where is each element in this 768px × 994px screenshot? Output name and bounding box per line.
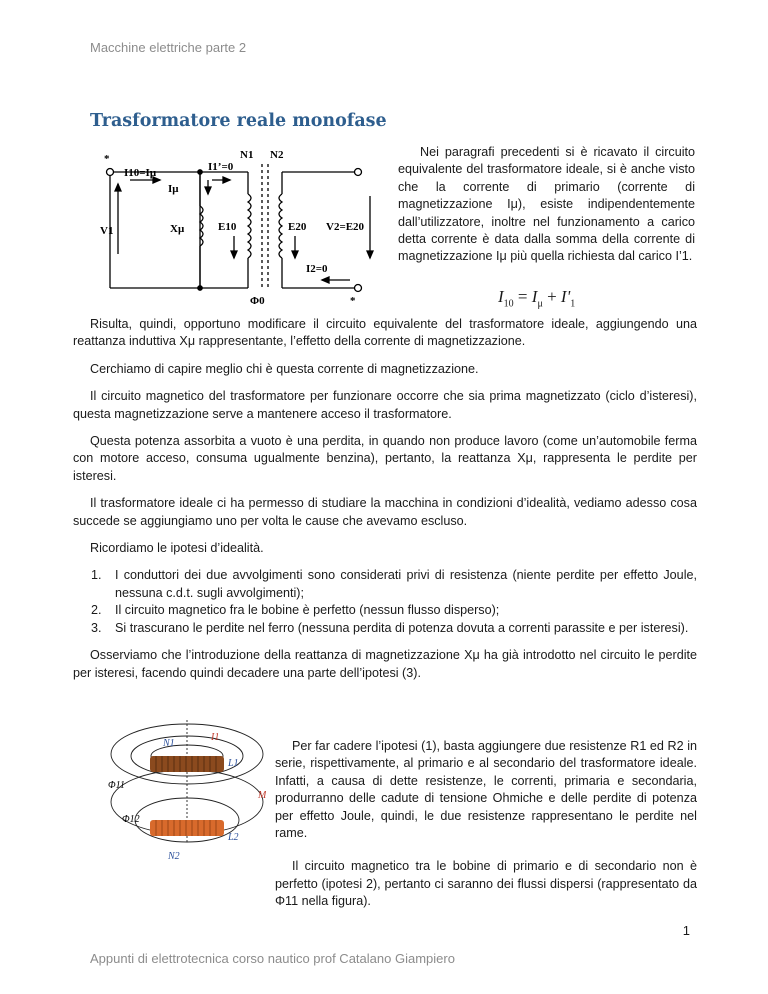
paragraph-6: Ricordiamo le ipotesi d’idealità. xyxy=(90,541,264,556)
paragraph-1: Risulta, quindi, opportuno modificare il circuito equivalente del trasformatore ideale, aggiungendo una reattanza induttiva Xμ rappresentante, l’effetto della corrente di magnetizzazione. xyxy=(73,317,697,349)
label-imu: Iμ xyxy=(168,183,179,195)
label-l1: L1 xyxy=(228,758,239,769)
paragraph-4: Questa potenza assorbita a vuoto è una perdita, in quando non produce lavoro (come un’automobile ferma con motore acceso, consuma ugualmente benzina), pertanto, la reattanza Xμ, rappresenta le perdite per isteresi. xyxy=(73,434,697,483)
paragraph-resistances: Per far cadere l’ipotesi (1), basta aggiungere due resistenze R1 ed R2 in serie, rispettivamente, al primario e al secondario del trasformatore ideale. Infatti, a causa di dette resistenze, le correnti, primaria e secondaria, produrranno delle cadute di tensione Ohmiche e delle perdite di potenza per effetto Joule, quindi, le due resistenze rappresentano le perdite nel rame. xyxy=(275,739,697,841)
list-item: 3. Si trascurano le perdite nel ferro (nessuna perdita di potenza dovuta a correnti parassite e per isteresi). xyxy=(91,620,689,635)
label-xmu: Xμ xyxy=(170,223,185,235)
label-n1: N1 xyxy=(240,149,254,161)
label-phi0: Φ0 xyxy=(250,295,265,306)
label-m: M xyxy=(258,790,266,801)
coupled-coils-diagram xyxy=(108,716,266,866)
secondary-coil xyxy=(150,820,224,836)
body-text xyxy=(73,316,697,692)
label-phi11: Φ11 xyxy=(108,780,125,791)
label-i2: I2=0 xyxy=(306,263,328,275)
primary-coil xyxy=(150,756,224,772)
label-l2: L2 xyxy=(228,832,239,843)
label-v2: V2=E20 xyxy=(326,221,365,233)
hypotheses-list xyxy=(73,567,697,637)
right-text-block xyxy=(275,738,697,927)
label-n1: N1 xyxy=(163,738,175,749)
label-n2: N2 xyxy=(270,149,284,161)
transformer-circuit-diagram xyxy=(100,146,392,306)
paragraph-5: Il trasformatore ideale ci ha permesso di studiare la macchina in condizioni d’idealità, vediamo adesso cosa succede se aggiungiamo uno per volta le cause che avevamo escluso. xyxy=(73,496,697,528)
paragraph-dispersed-flux: Il circuito magnetico tra le bobine di primario e di secondario non è perfetto (ipotesi 2), pertanto ci saranno dei flussi dispersi (rappresentato da Φ11 nella figura). xyxy=(275,859,697,909)
list-item: 2. Il circuito magnetico fra le bobine è perfetto (nessun flusso disperso); xyxy=(91,603,500,618)
label-phi12: Φ12 xyxy=(122,814,140,825)
paragraph-7: Osserviamo che l’introduzione della reattanza di magnetizzazione Xμ ha già introdotto nel circuito le perdite per isteresi, facendo quindi decadere una parte dell’ipotesi (3). xyxy=(73,648,697,680)
list-item: 1. I conduttori dei due avvolgimenti sono considerati privi di resistenza (niente perdite per effetto Joule, nessuna c.d.t. sugli avvolgimenti); xyxy=(91,568,697,600)
label-i10: I10=Iμ xyxy=(124,167,157,179)
paragraph-2: Cerchiamo di capire meglio chi è questa corrente di magnetizzazione. xyxy=(90,361,479,376)
label-n2: N2 xyxy=(168,851,180,862)
paragraph-3: Il circuito magnetico del trasformatore per funzionare occorre che sia prima magnetizzato (ciclo d’isteresi), questa magnetizzazione serve a mantenere acceso il trasformatore. xyxy=(73,389,697,421)
label-e20: E20 xyxy=(288,221,307,233)
label-v1: V1 xyxy=(100,225,114,237)
terminal-star-bottom: * xyxy=(350,295,356,306)
intro-paragraph: Nei paragrafi precedenti si è ricavato il circuito equivalente del trasformatore ideale, si è anche visto che la corrente di primario (corrente di magnetizzazione Iμ), esiste indipendentemente dall’utilizzatore, inoltre nel funzionamento a carico detta corrente è data dalla somma della corrente di magnetizzazione Iμ più quella richiesta dal carico I’1. xyxy=(398,145,695,264)
page-footer: Appunti di elettrotecnica corso nautico prof Catalano Giampiero xyxy=(90,951,455,966)
current-formula: $I_{10} = I_\mu + I'_1$ xyxy=(498,287,576,310)
page-header: Macchine elettriche parte 2 xyxy=(90,40,247,55)
label-i1: I1 xyxy=(211,732,220,743)
label-e10: E10 xyxy=(218,221,237,233)
terminal-star-top: * xyxy=(104,153,110,165)
label-i1-prime: I1’=0 xyxy=(208,161,234,173)
page-title: Trasformatore reale monofase xyxy=(90,111,387,131)
page-number: 1 xyxy=(682,923,690,938)
